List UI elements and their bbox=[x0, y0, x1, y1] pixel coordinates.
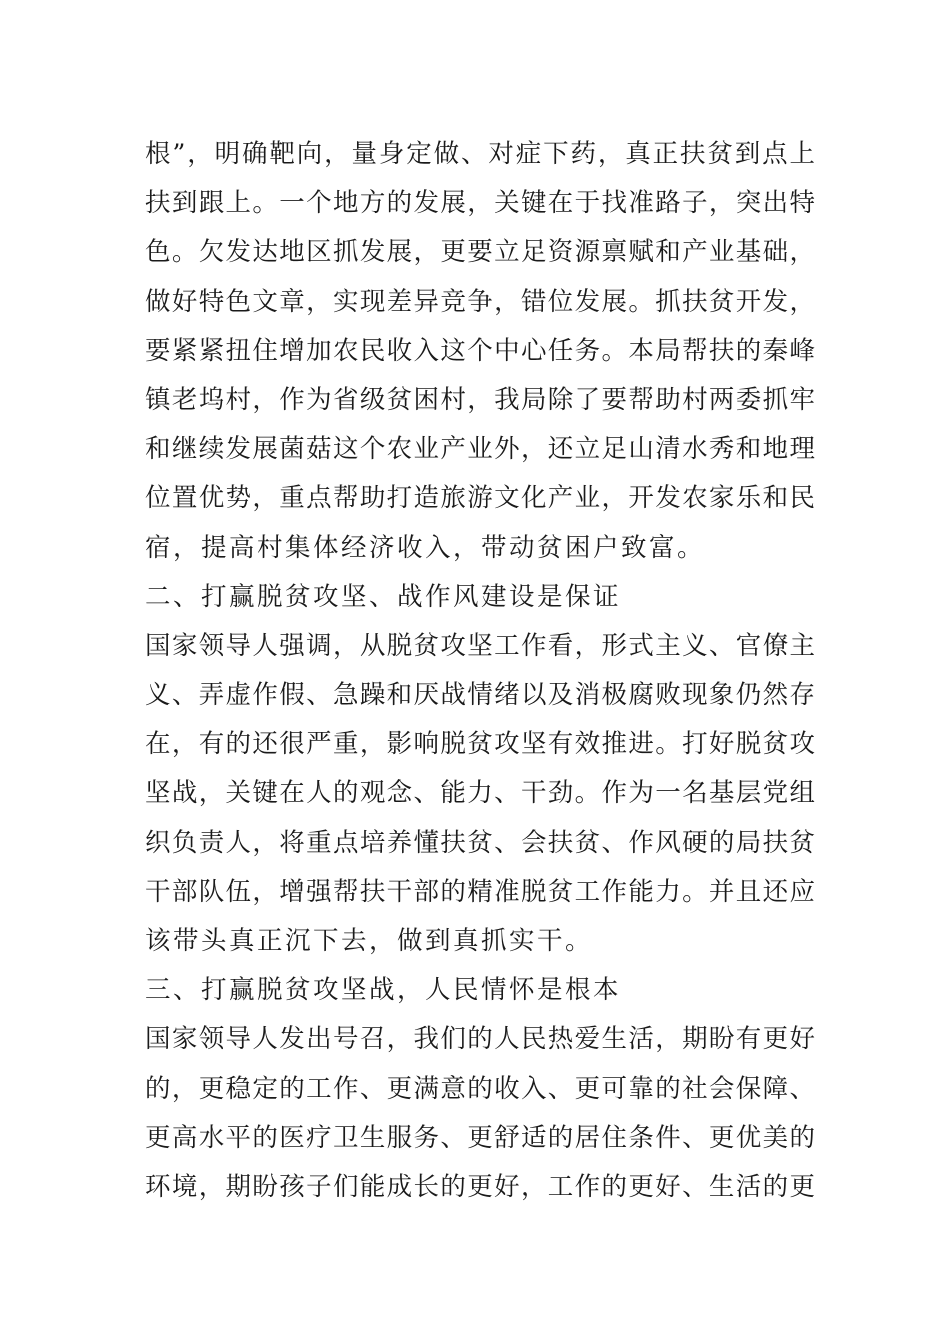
text-line: 国家领导人强调，从脱贫攻坚工作看，形式主义、官僚主 bbox=[145, 630, 815, 661]
text-line: 义、弄虚作假、急躁和厌战情绪以及消极腐败现象仍然存 bbox=[145, 680, 815, 711]
text-line: 做好特色文章，实现差异竞争，错位发展。抓扶贫开发， bbox=[145, 286, 815, 317]
text-line: 宿，提高村集体经济收入，带动贫困户致富。 bbox=[145, 532, 706, 563]
text-line: 该带头真正沉下去，做到真抓实干。 bbox=[145, 926, 594, 956]
text-line: 扶到跟上。一个地方的发展，关键在于找准路子，突出特 bbox=[145, 188, 815, 219]
text-line: 织负责人，将重点培养懂扶贫、会扶贫、作风硬的局扶贫 bbox=[145, 827, 815, 858]
text-line: 国家领导人发出号召，我们的人民热爱生活，期盼有更好 bbox=[145, 1024, 815, 1055]
section-heading: 三、打赢脱贫攻坚战，人民情怀是根本 bbox=[145, 975, 622, 1006]
text-line: 坚战，关键在人的观念、能力、干劲。作为一名基层党组 bbox=[145, 778, 815, 809]
text-line: 干部队伍，增强帮扶干部的精准脱贫工作能力。并且还应 bbox=[145, 876, 815, 907]
text-line: 和继续发展菌菇这个农业产业外，还立足山清水秀和地理 bbox=[145, 434, 815, 465]
text-line: 环境，期盼孩子们能成长的更好，工作的更好、生活的更 bbox=[145, 1171, 815, 1202]
text-line: 色。欠发达地区抓发展，更要立足资源禀赋和产业基础， bbox=[145, 237, 815, 268]
text-line: 更高水平的医疗卫生服务、更舒适的居住条件、更优美的 bbox=[145, 1122, 815, 1153]
section-heading: 二、打赢脱贫攻坚、战作风建设是保证 bbox=[145, 581, 622, 612]
text-line: 要紧紧扭住增加农民收入这个中心任务。本局帮扶的秦峰 bbox=[145, 335, 815, 366]
text-line: 的，更稳定的工作、更满意的收入、更可靠的社会保障、 bbox=[145, 1073, 815, 1104]
text-line: 位置优势，重点帮助打造旅游文化产业，开发农家乐和民 bbox=[145, 483, 815, 514]
text-line: 镇老坞村，作为省级贫困村，我局除了要帮助村两委抓牢 bbox=[145, 384, 815, 415]
document-body bbox=[145, 130, 815, 1212]
text-line: 在，有的还很严重，影响脱贫攻坚有效推进。打好脱贫攻 bbox=[145, 729, 815, 760]
text-line: 根”，明确靶向，量身定做、对症下药，真正扶贫到点上 bbox=[145, 139, 815, 169]
